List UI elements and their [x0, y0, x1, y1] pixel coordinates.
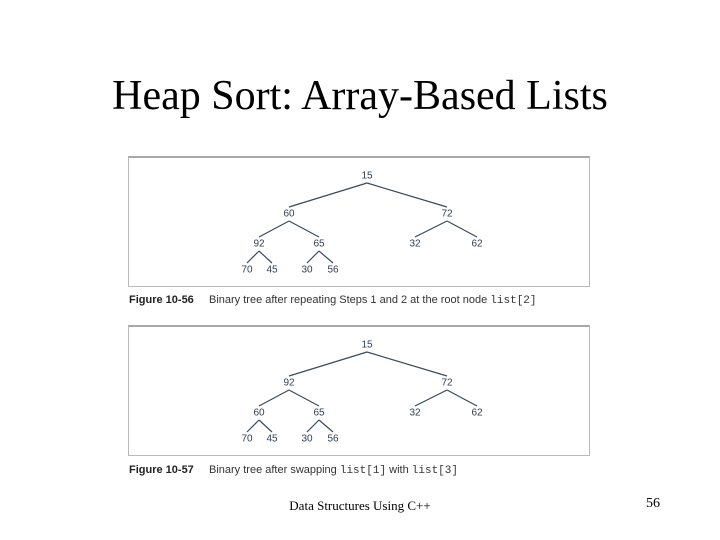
tree-node: 72 [441, 208, 453, 220]
tree-node: 65 [313, 238, 325, 250]
caption-text: Binary tree after repeating Steps 1 and 2 at the root node [209, 294, 491, 306]
tree-node: 15 [361, 339, 373, 351]
caption-code: list[1] [339, 465, 387, 477]
tree-edge [415, 221, 447, 237]
caption-text: Binary tree after swapping [209, 464, 340, 476]
tree-edge [415, 390, 447, 406]
tree-edge [259, 251, 272, 263]
tree-node: 72 [441, 377, 453, 389]
tree-edge [289, 352, 367, 376]
tree-node: 45 [266, 264, 278, 276]
tree-node: 56 [327, 264, 339, 276]
binary-tree-diagram [129, 158, 589, 286]
tree-edge [289, 221, 319, 237]
tree-node: 30 [301, 264, 313, 276]
tree-edge [289, 390, 319, 406]
tree-node: 15 [361, 170, 373, 182]
tree-node: 65 [313, 407, 325, 419]
tree-node: 60 [283, 208, 295, 220]
tree-node: 70 [241, 264, 253, 276]
slide-title: Heap Sort: Array-Based Lists [112, 73, 608, 119]
tree-node: 70 [241, 433, 253, 445]
tree-edge [247, 251, 259, 263]
figure-10-56-caption [129, 292, 537, 308]
tree-edge [307, 420, 319, 432]
tree-node: 92 [253, 238, 265, 250]
footer-text: Data Structures Using C++ [289, 498, 431, 513]
tree-node: 62 [471, 407, 483, 419]
tree-edge [319, 420, 333, 432]
tree-edge [307, 251, 319, 263]
tree-edge [259, 420, 272, 432]
tree-edge [367, 183, 447, 207]
tree-node: 62 [471, 238, 483, 250]
tree-node: 92 [283, 377, 295, 389]
caption-code: list[2] [490, 295, 537, 307]
tree-node: 60 [253, 407, 265, 419]
page-number: 56 [646, 496, 660, 511]
tree-edge [259, 221, 289, 237]
tree-edge [289, 183, 367, 207]
binary-tree-diagram [129, 327, 589, 455]
tree-node: 56 [327, 433, 339, 445]
tree-edge [259, 390, 289, 406]
caption-code-2: list[3] [411, 465, 458, 477]
tree-node: 32 [409, 238, 421, 250]
tree-edge [447, 390, 477, 406]
tree-node: 32 [409, 407, 421, 419]
figure-10-57-caption [129, 462, 458, 478]
tree-node: 45 [266, 433, 278, 445]
caption-connector: with [386, 464, 412, 476]
tree-edge [247, 420, 259, 432]
tree-edge [447, 221, 477, 237]
tree-edge [319, 251, 333, 263]
caption-number: Figure 10-56 [129, 294, 194, 306]
figure-10-56-tree [128, 156, 590, 287]
tree-edge [367, 352, 447, 376]
tree-node: 30 [301, 433, 313, 445]
caption-number: Figure 10-57 [129, 464, 194, 476]
figure-10-57-tree [128, 325, 590, 456]
